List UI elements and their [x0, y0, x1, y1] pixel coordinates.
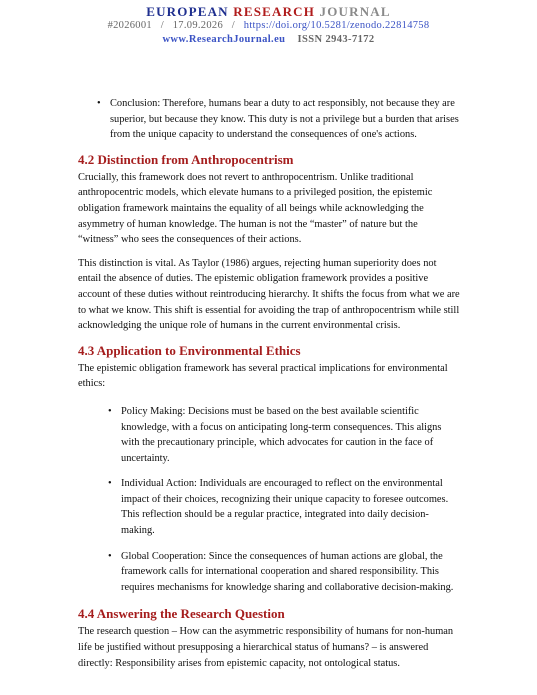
article-meta — [0, 19, 537, 33]
section-heading-4-2: 4.2 Distinction from Anthropocentrism — [78, 151, 294, 167]
paragraph: Crucially, this framework does not revert to anthropocentrism. Unlike traditional anthropocentric models, which elevate humans to a privileged position, the epistemic obligation framework maintains the equality of all beings while acknowledging the asymmetry of human knowledge. The human is not the “master” of nature but the “witness” who sees the consequences of their actions. — [78, 171, 433, 246]
article-body — [78, 96, 460, 679]
implications-list — [78, 404, 460, 596]
list-item-text: Individual Action: Individuals are encouraged to reflect on the environmental impact of their choices, recognizing their unique capacity to foresee outcomes. This reflection should be a regular practice, integrated into daily decision-making. — [121, 478, 449, 537]
journal-title-research: RESEARCH — [233, 4, 316, 19]
meta-separator: / — [231, 20, 235, 31]
list-item — [97, 96, 460, 143]
list-item-text: Global Cooperation: Since the consequences of human actions are global, the framework calls for international cooperation and shared responsibility. This requires mechanisms for knowledge sharing and collaborative decision-making. — [121, 550, 454, 593]
article-number: #2026001 — [107, 20, 152, 31]
website-link[interactable]: www.ResearchJournal.eu — [162, 34, 286, 45]
section-heading-4-3: 4.3 Application to Environmental Ethics — [78, 342, 301, 358]
paragraph: This distinction is vital. As Taylor (1986) argues, rejecting human superiority does not entail the absence of duties. The epistemic obligation framework provides a positive account of these duties without reintroducing hierarchy. It shifts the focus from what we are to what we know. This shift is essential for avoiding the trap of anthropocentrism while still acknowledging the unique role of humans in the current environmental crisis. — [78, 257, 460, 332]
meta-separator: / — [160, 20, 164, 31]
conclusion-list — [78, 96, 460, 143]
bullet-glyph: • — [108, 550, 112, 562]
journal-title — [0, 4, 537, 19]
list-item — [108, 476, 460, 538]
bullet-glyph: • — [108, 405, 112, 417]
list-item — [108, 404, 460, 466]
doi-link[interactable]: https://doi.org/10.5281/zenodo.22814758 — [243, 20, 430, 31]
list-item-text: Policy Making: Decisions must be based on the best available scientific knowledge, with a focus on anticipating long-term consequences. This aligns with the precautionary principle, which advocates for caution in the face of uncertainty. — [121, 405, 442, 464]
journal-header — [0, 4, 537, 47]
publication-date: 17.09.2026 — [172, 20, 223, 31]
bullet-glyph: • — [97, 98, 101, 109]
journal-title-european: EUROPEAN — [146, 4, 229, 19]
section-heading-4-4: 4.4 Answering the Research Question — [78, 606, 285, 622]
journal-title-journal: JOURNAL — [319, 4, 391, 19]
bullet-glyph: • — [108, 478, 112, 490]
paragraph: The epistemic obligation framework has several practical implications for environmental ethics: — [78, 362, 448, 390]
journal-site-line — [0, 33, 537, 47]
list-item-text: Conclusion: Therefore, humans bear a duty to act responsibly, not because they are superior, but because they know. This duty is not a privilege but a burden that arises from the unique capacity to understand the consequences of one's actions. — [110, 98, 459, 141]
list-item — [108, 549, 460, 596]
issn-number: ISSN 2943-7172 — [297, 34, 375, 45]
paragraph: The research question – How can the asymmetric responsibility of humans for non-human life be justified without presupposing a hierarchical status of humans? – is answered directly: Responsibility arises from epistemic capacity, not ontological status. — [78, 626, 454, 669]
